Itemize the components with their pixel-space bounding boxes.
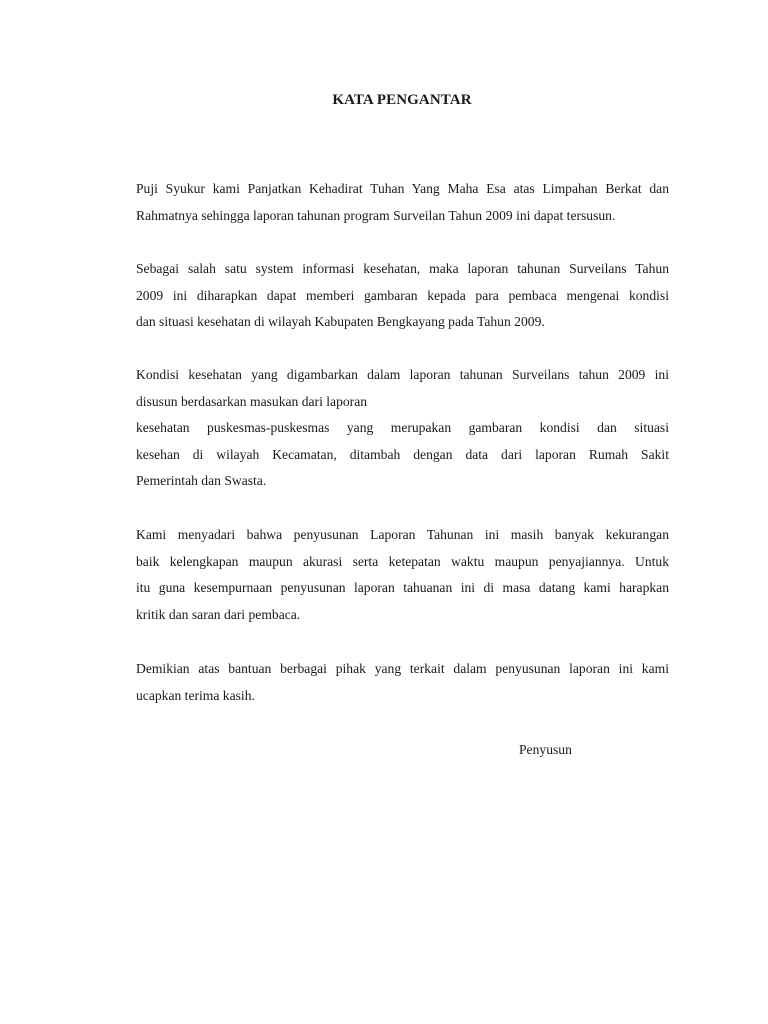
paragraph-line: kesehan di wilayah Kecamatan, ditambah dengan data dari laporan Rumah Sakit	[136, 446, 669, 462]
paragraph-line: dan situasi kesehatan di wilayah Kabupaten Bengkayang pada Tahun 2009.	[136, 314, 545, 329]
paragraph-line: baik kelengkapan maupun akurasi serta ketepatan waktu maupun penyajiannya. Untuk	[136, 553, 669, 569]
paragraph-line: itu guna kesempurnaan penyusunan laporan tahuanan ini di masa datang kami harapkan	[136, 580, 669, 595]
paragraph-3	[136, 362, 669, 495]
paragraph-line: kritik dan saran dari pembaca.	[136, 606, 301, 622]
paragraph-1	[136, 176, 669, 229]
paragraph-line: Puji Syukur kami Panjatkan Kehadirat Tuhan Yang Maha Esa atas Limpahan Berkat dan	[136, 181, 669, 196]
paragraph-2	[136, 256, 669, 336]
paragraph-line: Demikian atas bantuan berbagai pihak yang terkait dalam penyusunan laporan ini kami	[136, 661, 669, 676]
paragraph-line: 2009 ini diharapkan dapat memberi gambaran kepada para pembaca mengenai kondisi	[136, 287, 669, 303]
paragraph-4	[136, 522, 669, 628]
paragraph-line: disusun berdasarkan masukan dari laporan	[136, 393, 368, 409]
paragraph-line: Kondisi kesehatan yang digambarkan dalam laporan tahunan Surveilans tahun 2009 ini	[136, 367, 669, 382]
page-title: KATA PENGANTAR	[332, 92, 472, 108]
paragraph-line: Sebagai salah satu system informasi kesehatan, maka laporan tahunan Surveilans Tahun	[136, 261, 669, 276]
paragraph-line: Pemerintah dan Swasta.	[136, 473, 267, 488]
paragraph-line: Rahmatnya sehingga laporan tahunan program Surveilan Tahun 2009 ini dapat tersusun.	[136, 207, 616, 223]
paragraph-5	[136, 656, 669, 709]
paragraph-line: Kami menyadari bahwa penyusunan Laporan Tahunan ini masih banyak kekurangan	[136, 527, 669, 542]
signature-label: Penyusun	[519, 742, 572, 757]
paragraph-line: kesehatan puskesmas-puskesmas yang merupakan gambaran kondisi dan situasi	[136, 420, 669, 435]
paragraph-line: ucapkan terima kasih.	[136, 687, 255, 703]
